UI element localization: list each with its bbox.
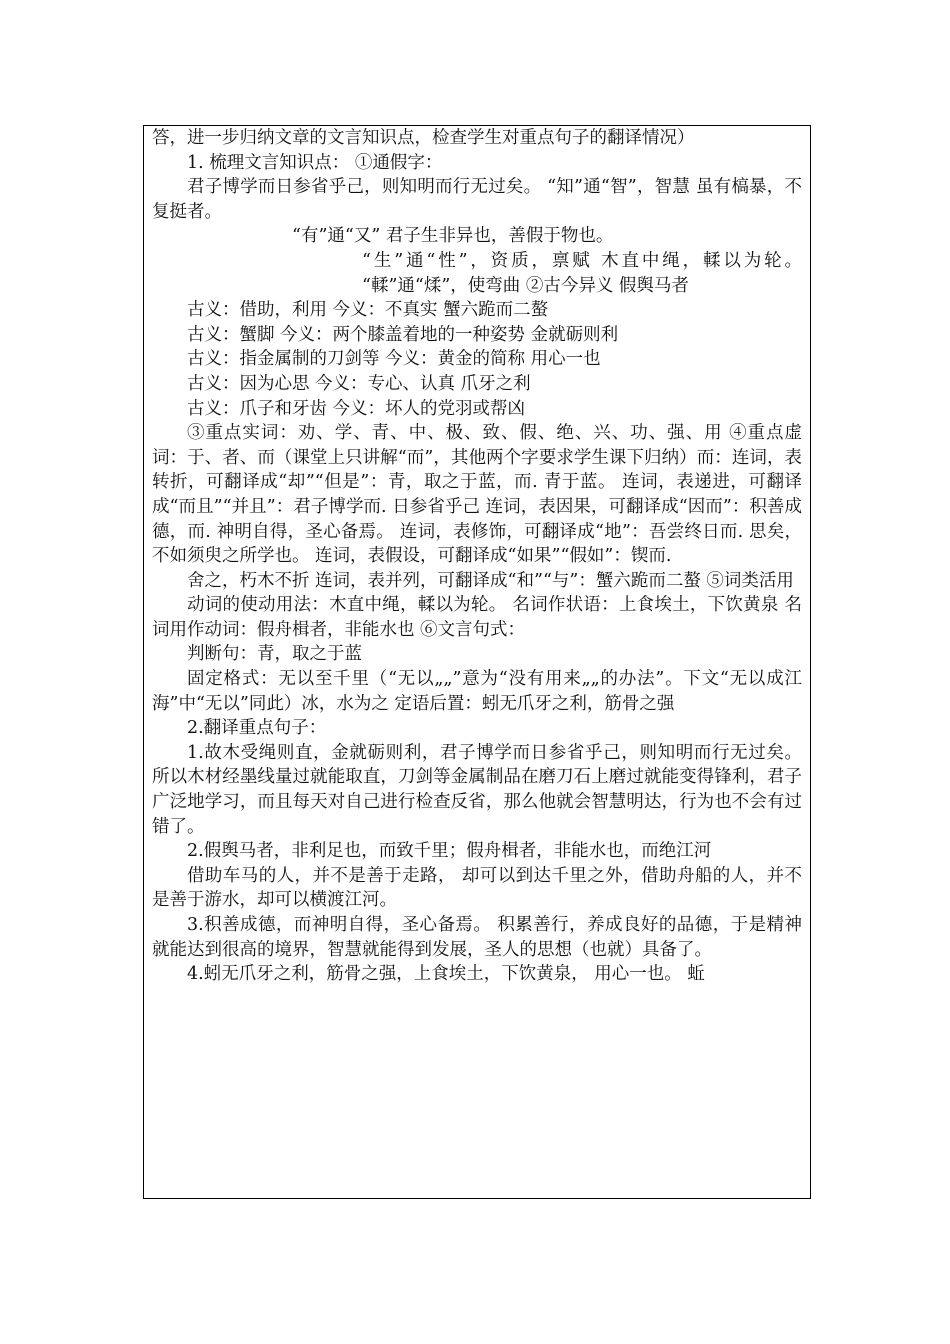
paragraph: 古义：指金属制的刀剑等 今义：黄金的简称 用心一也 (187, 349, 601, 370)
paragraph: ③重点实词：劝、学、青、中、极、致、假、绝、兴、功、强、用 ④重点虚词：于、者、而（课堂上只讲解“而”，其他两个字要求学生课下归纳）而：连词，表转折，可翻译成“却”“但是”：青，取之于蓝，而. 青于蓝。 连词，表递进，可翻译成“而且”“并且”：君子博学而. 日参省乎己 连词，表因果，可翻译成“因而”：积善成德，而. 神明自得，圣心备焉。 连词，表修饰，可翻译成“地”：吾尝终日而. 思矣，不如须臾之所学也。 连词，表假设，可翻译成“如果”“假如”：锲而. (152, 423, 802, 567)
paragraph: “生”通“性”，资质，禀赋 木直中绳，輮以为轮。 “輮”通“煣”，使弯曲 ②古今异义 假舆马者 (362, 250, 802, 296)
paragraph: 君子博学而日参省乎己，则知明而行无过矣。 “知”通“智”，智慧 虽有槁暴，不复挺者。 (152, 177, 802, 222)
paragraph: 4.蚓无爪牙之利，筋骨之强，上食埃土，下饮黄泉， 用心一也。 蚯 (187, 964, 705, 985)
lesson-text (152, 126, 802, 987)
paragraph: 2.假舆马者，非利足也，而致千里；假舟楫者，非能水也，而绝江河 (187, 841, 712, 862)
paragraph: 1.故木受绳则直，金就砺则利，君子博学而日参省乎己，则知明而行无过矣。 所以木材经墨线量过就能取直，刀剑等金属制品在磨刀石上磨过就能变得锋利，君子广泛地学习，而且每天对自己进行检查反省，那么他就会智慧明达，行为也不会有过错了。 (152, 742, 802, 837)
paragraph: 古义：蟹脚 今义：两个膝盖着地的一种姿势 金就砺则利 (187, 324, 619, 345)
paragraph: 2.翻译重点句子： (187, 718, 327, 739)
paragraph: 舍之，朽木不折 连词，表并列，可翻译成“和”“与”：蟹六跪而二螯 ⑤词类活用 (187, 570, 794, 591)
paragraph: 动词的使动用法：木直中绳，輮以为轮。 名词作状语：上食埃土，下饮黄泉 名词用作动词：假舟楫者，非能水也 ⑥文言句式： (152, 595, 802, 640)
paragraph: 古义：因为心思 今义：专心、认真 爪牙之利 (187, 373, 531, 394)
paragraph: 借助车马的人，并不是善于走路， 却可以到达千里之外，借助舟船的人，并不是善于游水，却可以横渡江河。 (152, 865, 802, 911)
paragraph: 古义：借助，利用 今义：不真实 蟹六跪而二螯 (187, 300, 549, 321)
paragraph: 答，进一步归纳文章的文言知识点，检查学生对重点句子的翻译情况） (152, 128, 695, 148)
paragraph: 固定格式：无以至千里（“无以„„”意为“没有用来„„的办法”。下文“无以成江海”中“无以”同此）冰，水为之 定语后置：蚓无爪牙之利，筋骨之强 (152, 669, 802, 714)
paragraph: 1. 梳理文言知识点： ①通假字： (187, 152, 443, 173)
paragraph: “有”通“又” 君子生非异也，善假于物也。 (292, 226, 614, 247)
paragraph: 古义：爪子和牙齿 今义：坏人的党羽或帮凶 (187, 398, 526, 419)
content-table-cell (143, 125, 811, 1199)
paragraph: 判断句：青，取之于蓝 (187, 644, 362, 665)
paragraph: 3.积善成德，而神明自得，圣心备焉。 积累善行，养成良好的品德，于是精神就能达到很高的境界，智慧就能得到发展，圣人的思想（也就）具备了。 (152, 915, 802, 960)
